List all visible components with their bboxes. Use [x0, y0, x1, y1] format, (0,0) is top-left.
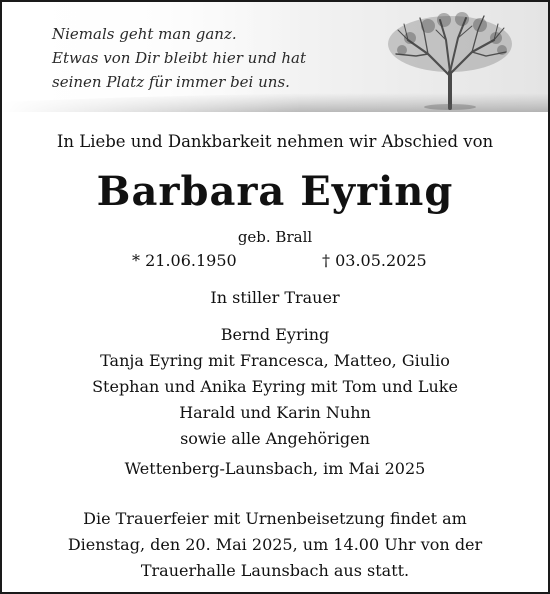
- motto-line: seinen Platz für immer bei uns.: [52, 73, 290, 91]
- mourner-line: sowie alle Angehörigen: [180, 429, 370, 448]
- tree-icon: [380, 10, 520, 110]
- motto-line: Niemals geht man ganz.: [52, 25, 237, 43]
- deceased-name: Barbara Eyring: [96, 168, 454, 215]
- mourner-line: Stephan und Anika Eyring mit Tom und Luke: [92, 377, 458, 396]
- mourner-line: Tanja Eyring mit Francesca, Matteo, Giulio: [100, 351, 450, 370]
- service-details: [2, 506, 548, 584]
- maiden-name: geb. Brall: [237, 228, 313, 246]
- service-line: Dienstag, den 20. Mai 2025, um 14.00 Uhr von der: [67, 535, 483, 554]
- mourner-line: Bernd Eyring: [220, 325, 330, 344]
- service-line: Die Trauerfeier mit Urnenbeisetzung findet am: [83, 509, 467, 528]
- header-banner: [2, 2, 548, 112]
- place-date: Wettenberg-Launsbach, im Mai 2025: [124, 459, 426, 478]
- motto-line: Etwas von Dir bleibt hier und hat: [52, 49, 306, 67]
- death-date: † 03.05.2025: [322, 251, 427, 270]
- intro-text: In Liebe und Dankbarkeit nehmen wir Abschied von: [56, 132, 494, 151]
- birth-date: * 21.06.1950: [132, 251, 237, 270]
- mourner-line: Harald und Karin Nuhn: [179, 403, 371, 422]
- service-line: Trauerhalle Launsbach aus statt.: [140, 561, 410, 580]
- mourning-header: In stiller Trauer: [210, 288, 340, 307]
- mourners-list: [2, 322, 548, 452]
- motto-quote: [52, 22, 352, 94]
